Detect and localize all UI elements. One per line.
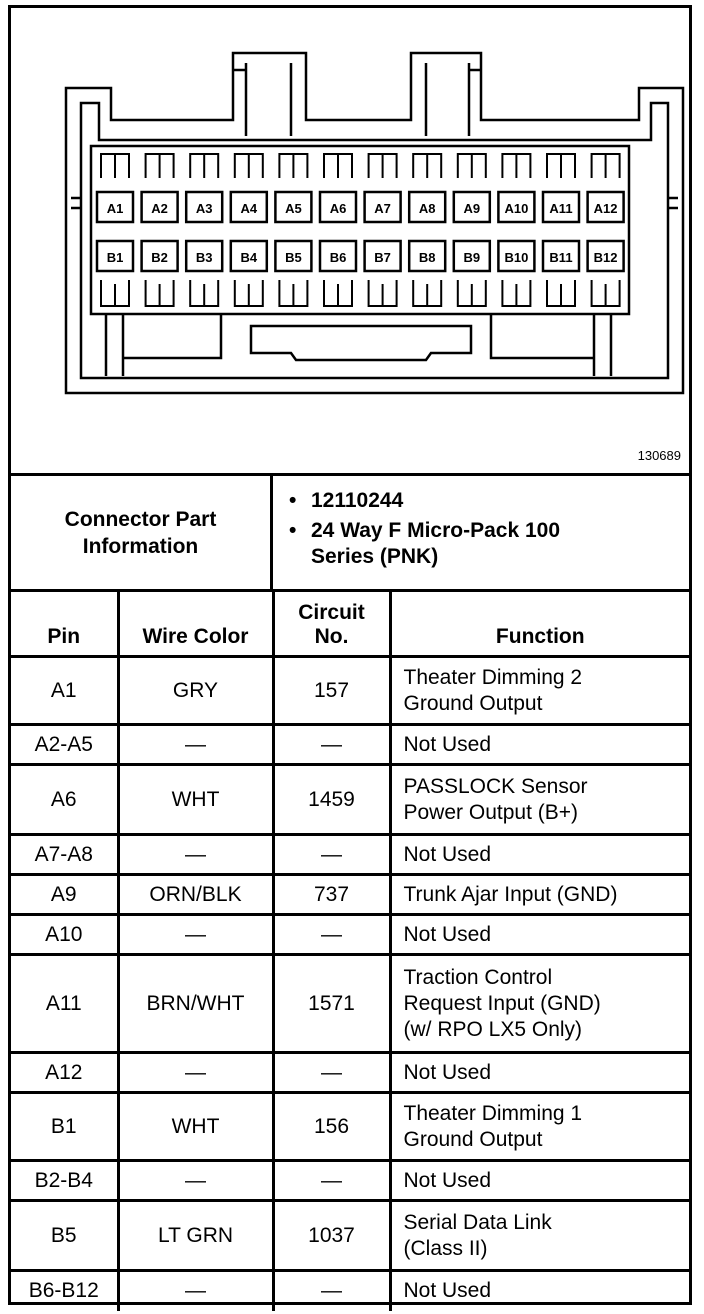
pin-latch-top [502,154,530,178]
pin-label-top: A10 [504,201,529,216]
wire-color-cell: WHT [118,765,273,835]
table-row [11,955,689,1053]
pin-latch-bottom [324,280,352,306]
function-line: Ground Output [403,1127,543,1151]
pin-label-top: A3 [195,201,213,216]
header-wire-color: Wire Color [118,591,273,657]
table-header-row [11,591,689,657]
pin-latch-top [190,154,218,178]
function-line: Not Used [403,1279,492,1303]
header-circuit [273,591,390,657]
table-row [11,1093,689,1161]
pin-label-bottom: B2 [151,250,168,265]
circuit-cell: 157 [273,657,390,725]
function-cell [390,875,689,915]
function-cell [390,765,689,835]
function-line: Power Output (B+) [403,800,578,824]
function-cell [390,915,689,955]
function-cell [390,1093,689,1161]
lower-left-guide [106,314,221,376]
table-row [11,875,689,915]
circuit-cell: 737 [273,875,390,915]
function-cell [390,1201,689,1271]
pin-label-top: A1 [106,201,124,216]
function-line: Trunk Ajar Input (GND) [403,882,618,906]
pin-cell: A2-A5 [11,725,118,765]
pin-latch-bottom [458,280,486,306]
pin-latch-bottom [279,280,307,306]
pin-label-top: A5 [285,201,302,216]
pin-label-bottom: B10 [504,250,529,265]
pin-cell: B5 [11,1201,118,1271]
table-row [11,1053,689,1093]
circuit-cell: 1459 [273,765,390,835]
pin-label-top: A8 [418,201,436,216]
connector-drawing [11,8,689,473]
circuit-cell: 1571 [273,955,390,1053]
pin-latch-bottom [413,280,441,306]
circuit-cell: — [273,835,390,875]
pin-cell: B6-B12 [11,1271,118,1311]
pin-label-top: A9 [463,201,481,216]
function-cell [390,657,689,725]
pin-label-top: A2 [151,201,168,216]
left-rib [71,198,81,208]
pin-latch-top [146,154,174,178]
function-line: (w/ RPO LX5 Only) [403,1017,583,1041]
function-cell [390,1271,689,1311]
pin-table [11,589,689,1311]
circuit-cell: — [273,1161,390,1201]
pin-label-top: A4 [240,201,258,216]
connector-label-line2: Information [82,534,199,558]
pin-latch-top [235,154,263,178]
pin-cell: A1 [11,657,118,725]
table-row [11,835,689,875]
circuit-cell: 156 [273,1093,390,1161]
wire-color-cell: — [118,1271,273,1311]
pin-latch-bottom [101,280,129,306]
document-frame [8,5,692,1305]
description-line1: • 24 Way F Micro-Pack 100 [311,519,561,542]
circuit-cell: — [273,1053,390,1093]
function-line: Traction Control [403,965,553,989]
function-line: Theater Dimming 1 [403,1101,583,1125]
pin-cell: B2-B4 [11,1161,118,1201]
pin-latch-top [369,154,397,178]
pin-label-bottom: B6 [329,250,347,265]
pin-label-bottom: B11 [549,250,573,265]
function-cell [390,955,689,1053]
description-line2: Series (PNK) [311,545,439,568]
pin-latch-top [458,154,486,178]
pin-label-bottom: B3 [195,250,213,265]
pin-cell: A12 [11,1053,118,1093]
connector-info-label [11,476,273,589]
table-row [11,657,689,725]
function-line: (Class II) [403,1236,488,1260]
pin-cell: A7-A8 [11,835,118,875]
pin-latch-bottom [146,280,174,306]
pin-label-bottom: B5 [285,250,302,265]
pin-label-bottom: B8 [418,250,436,265]
function-line: Serial Data Link [403,1210,552,1234]
function-line: Request Input (GND) [403,991,601,1015]
function-line: Not Used [403,842,492,866]
table-row [11,1271,689,1311]
keying-slot [251,326,471,360]
pin-label-bottom: B9 [463,250,481,265]
pin-label-bottom: B1 [106,250,124,265]
function-cell [390,1161,689,1201]
circuit-cell: 1037 [273,1201,390,1271]
pin-latch-top [413,154,441,178]
wire-color-cell: WHT [118,1093,273,1161]
pin-label-top: A12 [593,201,618,216]
function-line: Not Used [403,732,492,756]
table-row [11,1161,689,1201]
left-latch [233,63,291,136]
circuit-cell: — [273,725,390,765]
table-row [11,915,689,955]
function-line: Not Used [403,922,492,946]
lower-right-guide [491,314,611,376]
pin-label-top: A7 [374,201,391,216]
connector-label-line1: Connector Part [64,507,217,531]
pin-latch-bottom [502,280,530,306]
table-row [11,725,689,765]
pin-label-top: A6 [329,201,347,216]
table-row [11,765,689,835]
wire-color-cell: — [118,1053,273,1093]
pin-latch-top [324,154,352,178]
pin-latch-bottom [369,280,397,306]
function-cell [390,725,689,765]
wire-color-cell: — [118,915,273,955]
part-number: • 12110244 [311,488,679,514]
circuit-cell: — [273,915,390,955]
pin-block [91,146,629,314]
function-line: Not Used [403,1060,492,1084]
circuit-cell: — [273,1271,390,1311]
wire-color-cell: — [118,835,273,875]
connector-description [311,518,679,570]
pin-cell: A11 [11,955,118,1053]
connector-diagram [11,8,689,473]
pin-label-bottom: B12 [593,250,618,265]
function-line: Not Used [403,1168,492,1192]
header-circuit-line2: No. [314,625,349,648]
pin-cell: A10 [11,915,118,955]
right-latch [426,63,481,136]
function-cell [390,835,689,875]
function-line: Ground Output [403,691,543,715]
connector-part-info [11,473,689,589]
wire-color-cell: — [118,1161,273,1201]
pin-cell: A9 [11,875,118,915]
header-function: Function [390,591,689,657]
right-rib [668,198,678,208]
header-circuit-line1: Circuit [298,601,365,624]
pin-latch-bottom [235,280,263,306]
figure-id: 130689 [637,448,681,463]
pin-latch-bottom [547,280,575,306]
wire-color-cell: BRN/WHT [118,955,273,1053]
connector-details [273,476,689,589]
pin-latch-bottom [592,280,620,306]
pin-cell: A6 [11,765,118,835]
wire-color-cell: ORN/BLK [118,875,273,915]
header-pin: Pin [11,591,118,657]
wire-color-cell: LT GRN [118,1201,273,1271]
pin-label-top: A11 [549,201,573,216]
table-row [11,1201,689,1271]
pin-latch-top [592,154,620,178]
pin-latch-top [101,154,129,178]
pin-cell: B1 [11,1093,118,1161]
pin-label-bottom: B7 [374,250,391,265]
pin-latch-top [279,154,307,178]
function-line: Theater Dimming 2 [403,665,583,689]
function-cell [390,1053,689,1093]
pin-latch-top [547,154,575,178]
pin-label-bottom: B4 [240,250,258,265]
pin-latch-bottom [190,280,218,306]
function-line: PASSLOCK Sensor [403,774,588,798]
wire-color-cell: — [118,725,273,765]
wire-color-cell: GRY [118,657,273,725]
